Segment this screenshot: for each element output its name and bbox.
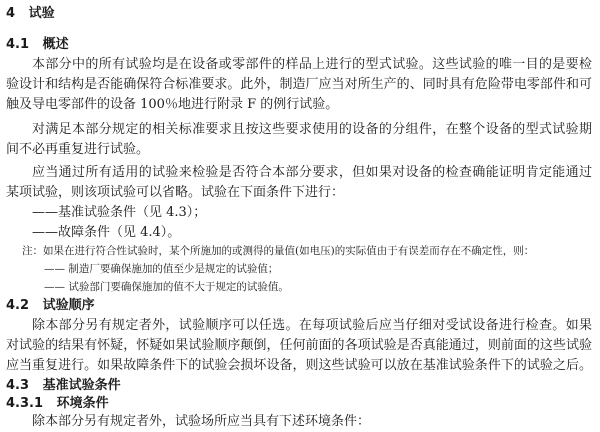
paragraph-line: 应当通过所有适用的试验来检验是否符合本部分要求，但如果对设备的检查确能证明肯定能通过 [32,165,592,180]
list-item: ——故障条件（见 4.4）。 [32,225,181,240]
section-number: 4 [6,6,16,21]
section-4-1-heading [6,35,69,55]
paragraph-line: 对试验的结果有怀疑，怀疑如果试验顺序颠倒，任何前面的各项试验是否真能通过，则前面的这些试验 [6,338,592,353]
paragraph-line: 触及导电零部件的设备 100％地进行附录 F 的例行试验。 [6,97,339,112]
section-number: 4.2 [6,298,30,313]
section-title: 概述 [42,37,69,52]
note-item: —— 制造厂要确保施加的值至少是规定的试验值； [44,263,279,275]
paragraph-line: 除本部分另有规定者外，试验顺序可以任选。在每项试验后应当仔细对受试设备进行检查。如果 [32,318,592,333]
section-4-3-1-heading [6,394,109,414]
section-4-2-heading [6,296,95,316]
paragraph-line: 验设计和结构是否能确保符合标准要求。此外，制造厂应当对所生产的、同时具有危险带电零部件和可 [6,77,592,92]
paragraph-line: 应当重复进行。如果故障条件下的试验会损坏设备，则这些试验可以放在基准试验条件下的试验之后。 [6,358,592,373]
section-title: 试验顺序 [42,298,95,313]
section-title: 环境条件 [56,396,109,411]
list-item: ——基准试验条件（见 4.3）； [32,205,207,220]
section-number: 4.1 [6,37,30,52]
section-title: 基准试验条件 [42,378,121,393]
note-text: 注：如果在进行符合性试验时，某个所施加的或测得的量值(如电压)的实际值由于有误差而存在不确定性，则： [22,245,535,257]
section-4-heading [6,4,55,24]
section-4-3-heading [6,376,121,396]
paragraph-line: 某项试验，则该项试验可以省略。试验在下面条件下进行： [6,185,345,200]
paragraph-line: 本部分中的所有试验均是在设备或零部件的样品上进行的型式试验。这些试验的唯一目的是要检 [32,57,592,72]
section-number: 4.3.1 [6,396,44,411]
paragraph-line: 间不必再重复进行试验。 [6,142,150,157]
section-number: 4.3 [6,378,30,393]
paragraph-line: 除本部分另有规定者外，试验场所应当具有下述环境条件： [32,414,371,429]
section-title: 试验 [28,6,55,21]
paragraph-line: 对满足本部分规定的相关标准要求且按这些要求使用的设备的分组件，在整个设备的型式试验期 [32,122,592,137]
note-item: —— 试验部门要确保施加的值不大于规定的试验值。 [44,281,289,293]
